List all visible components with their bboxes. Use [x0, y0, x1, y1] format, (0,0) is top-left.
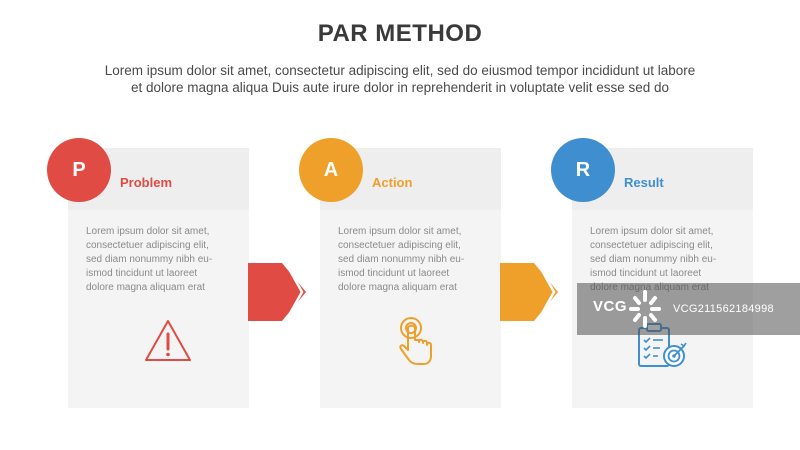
- description-line: dolore magna aliquam erat: [338, 282, 457, 293]
- step-label-problem: Problem: [120, 175, 173, 190]
- step-circle-p: P: [47, 138, 111, 202]
- description-line: sed diam nonummy nibh eu-: [86, 254, 213, 265]
- watermark-burst-icon: [627, 289, 663, 329]
- warning-triangle-icon: [143, 318, 193, 364]
- arrow-right-icon: [248, 263, 308, 321]
- watermark: [577, 283, 800, 335]
- step-circle-a: A: [299, 138, 363, 202]
- subtitle-line-2: et dolore magna aliqua Duis aute irure dolor in reprehenderit in voluptate velit esse sed do: [130, 80, 670, 95]
- description-line: sed diam nonummy nibh eu-: [338, 254, 465, 265]
- description-line: Lorem ipsum dolor sit amet,: [338, 226, 462, 237]
- step-label-result: Result: [624, 175, 664, 190]
- description-line: Lorem ipsum dolor sit amet,: [86, 226, 210, 237]
- description-line: dolore magna aliquam erat: [86, 282, 205, 293]
- subtitle-line-1: Lorem ipsum dolor sit amet, consectetur adipiscing elit, sed do eiusmod tempor incididunt ut labore: [104, 63, 696, 78]
- description-line: consectetuer adipiscing elit,: [338, 240, 461, 251]
- watermark-id: VCG211562184998: [673, 303, 774, 315]
- description-line: Lorem ipsum dolor sit amet,: [590, 226, 714, 237]
- step-label-action: Action: [372, 175, 413, 190]
- step-description-problem: [86, 225, 236, 295]
- arrow-right-icon: [500, 263, 560, 321]
- description-line: consectetuer adipiscing elit,: [86, 240, 209, 251]
- page-title: PAR METHOD: [317, 20, 483, 47]
- finger-tap-icon: [396, 316, 436, 368]
- description-line: consectetuer adipiscing elit,: [590, 240, 713, 251]
- page-subtitle: [20, 62, 780, 96]
- step-description-action: [338, 225, 488, 295]
- description-line: sed diam nonummy nibh eu-: [590, 254, 717, 265]
- description-line: ismod tincidunt ut laoreet: [86, 268, 198, 279]
- watermark-logo: VCG: [593, 298, 628, 315]
- description-line: ismod tincidunt ut laoreet: [590, 268, 702, 279]
- step-circle-r: R: [551, 138, 615, 202]
- description-line: ismod tincidunt ut laoreet: [338, 268, 450, 279]
